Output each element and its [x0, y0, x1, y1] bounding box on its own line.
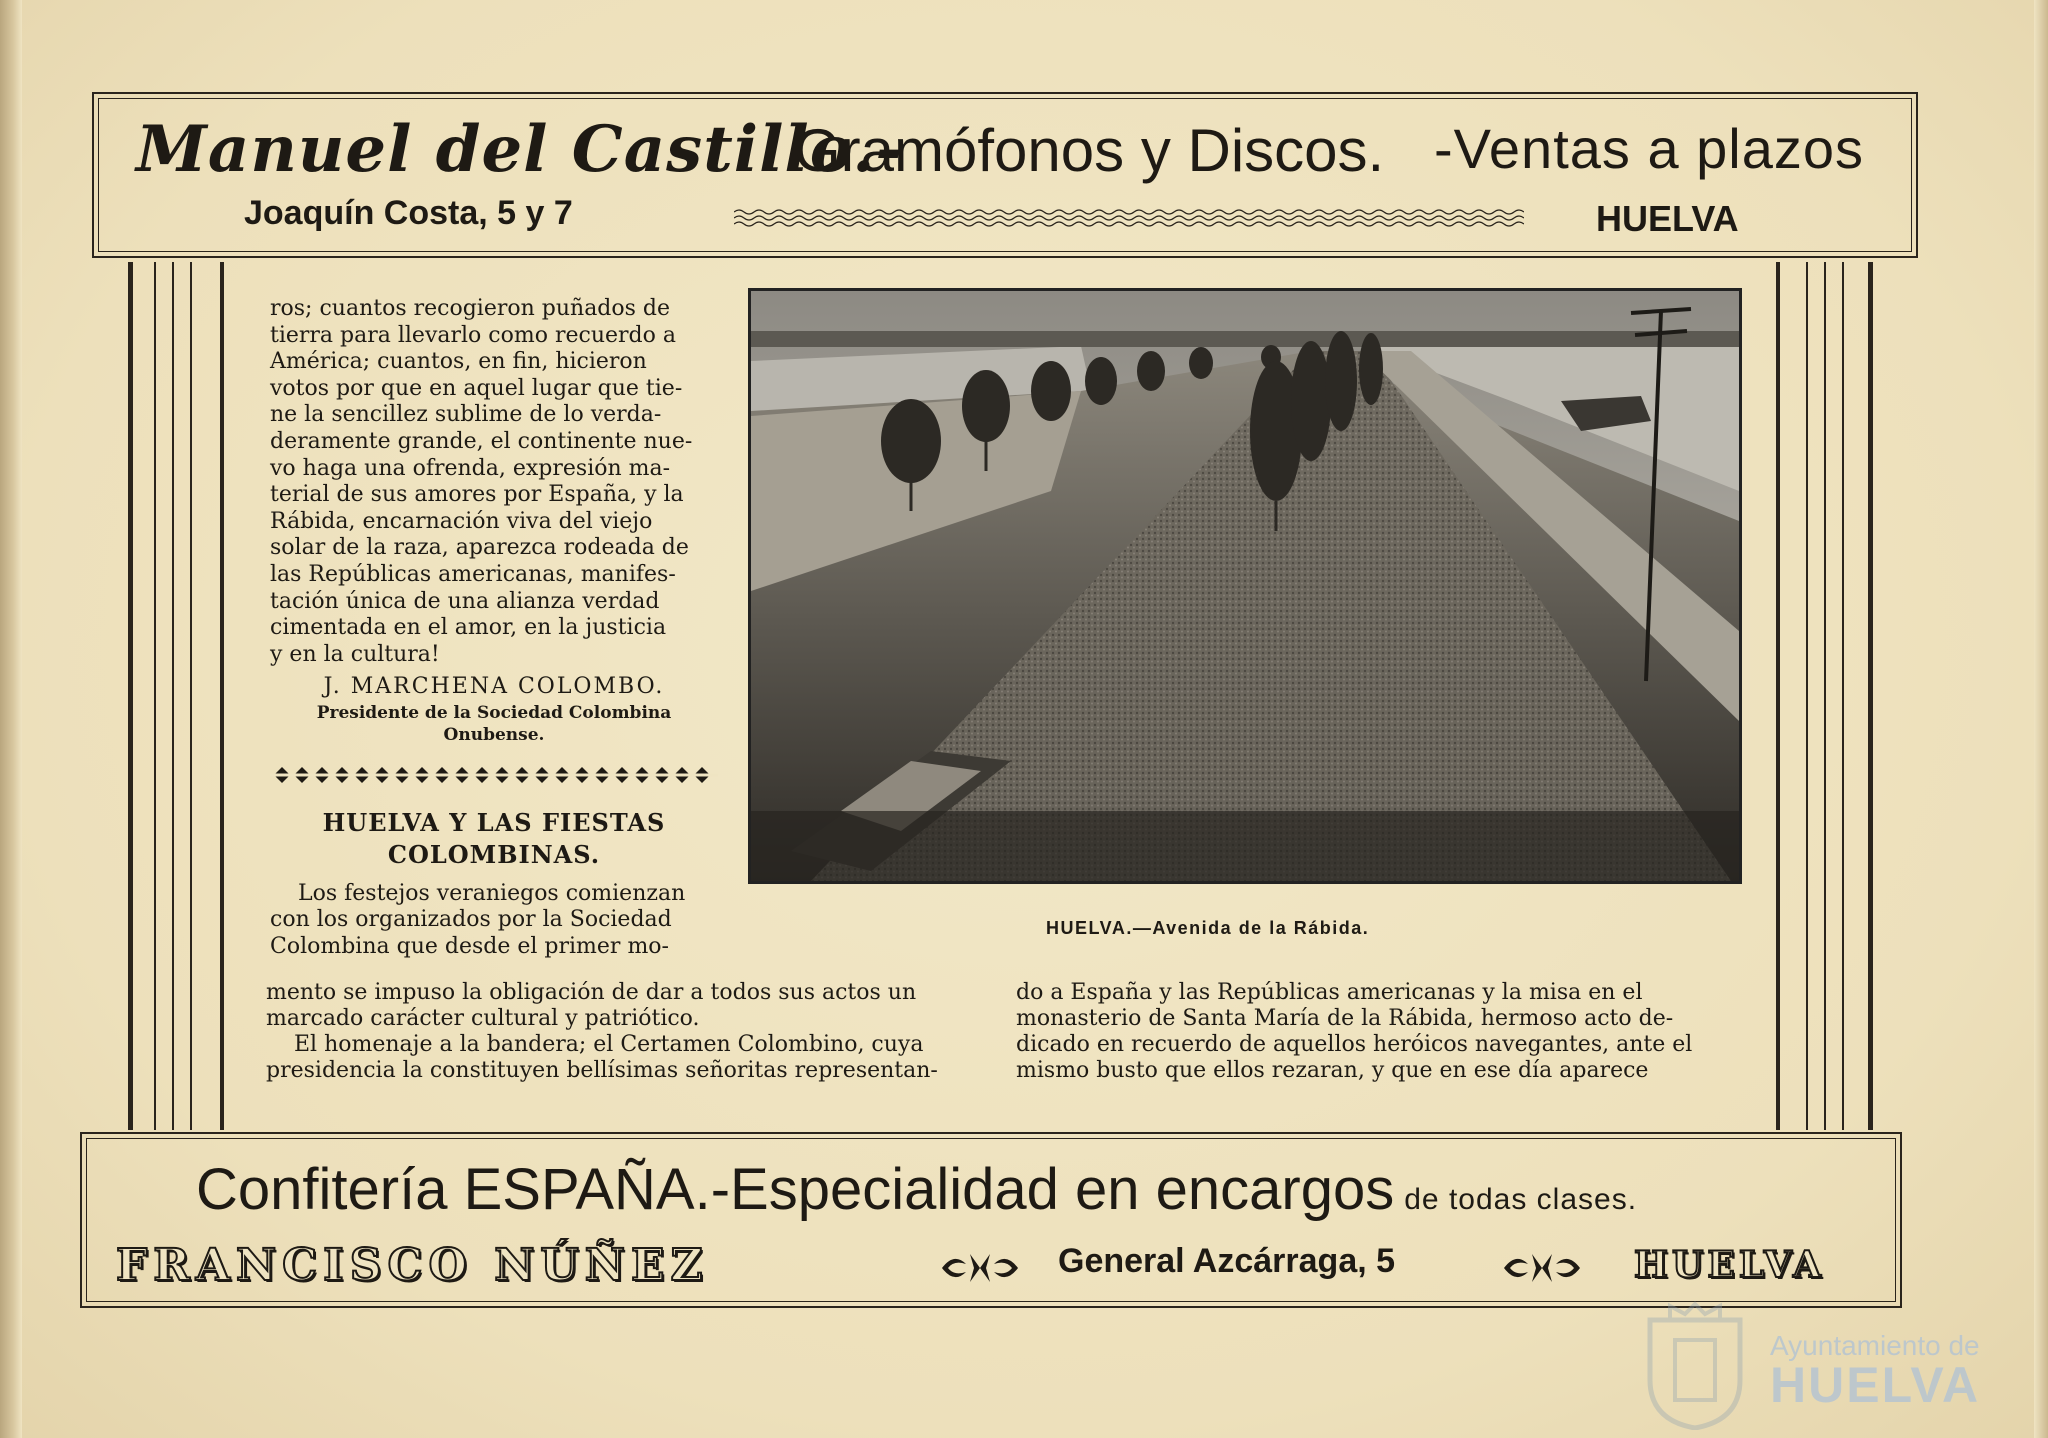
- star-divider-icon: [270, 763, 718, 787]
- text-line: presidencia la constituyen bellísimas señoritas representan-: [266, 1058, 938, 1083]
- wavy-ornament-icon: [734, 206, 1524, 230]
- text-line: votos por que en aquel lugar que tie-: [270, 375, 683, 401]
- advert-city: HUELVA: [1596, 198, 1739, 239]
- text-line: marcado carácter cultural y patriótico.: [266, 1006, 700, 1031]
- advert-sales-terms: -Ventas a plazos: [1434, 117, 1865, 180]
- text-line: dicado en recuerdo de aquellos heróicos navegantes, ante el: [1016, 1032, 1693, 1057]
- article-signature: J. MARCHENA COLOMBO.: [323, 674, 665, 700]
- text-line: Colombina que desde el primer mo-: [270, 933, 669, 959]
- advert-merchant-name: Manuel del Castillo.-: [136, 112, 904, 187]
- advert-shop-note: de todas clases.: [1404, 1183, 1638, 1216]
- advert-owner-name: FRANCISCO NÚÑEZ: [116, 1240, 709, 1291]
- city-crest-watermark-icon: [1640, 1300, 1750, 1430]
- text-line: tación única de una alianza verdad: [270, 588, 660, 614]
- text-line: deramente grande, el continente nue-: [270, 428, 693, 454]
- text-line: solar de la raza, aparezca rodeada de: [270, 535, 689, 561]
- photo-caption: HUELVA.—Avenida de la Rábida.: [1046, 918, 1370, 938]
- text-line: terial de sus amores por España, y la: [270, 482, 684, 508]
- photo-avenida-rabida: [748, 288, 1742, 884]
- text-line: ne la sencillez sublime de lo verda-: [270, 402, 662, 428]
- advert-shop-line: [196, 1156, 1637, 1223]
- right-column-rules: [1776, 262, 1876, 1130]
- text-line: monasterio de Santa María de la Rábida, hermoso acto de-: [1016, 1006, 1674, 1031]
- text-line: mismo busto que ellos rezaran, y que en ese día aparece: [1016, 1058, 1649, 1083]
- text-line: do a España y las Repúblicas americanas y la misa en el: [1016, 980, 1643, 1005]
- text-line: Rábida, encarnación viva del viejo: [270, 508, 653, 534]
- article-body: [270, 881, 718, 961]
- page-spine: [0, 0, 22, 1438]
- advert-gramophones: [92, 92, 1918, 258]
- advert-address: Joaquín Costa, 5 y 7: [244, 194, 573, 232]
- text-line: ros; cuantos recogieron puñados de: [270, 296, 671, 321]
- section-heading: [270, 807, 718, 871]
- text-line: cimentada en el amor, en la justicia: [270, 615, 667, 641]
- article-column: [270, 296, 718, 960]
- advert-product: Gramófonos y Discos.: [794, 117, 1385, 184]
- left-column-rules: [128, 262, 228, 1130]
- watermark-title: HUELVA: [1770, 1357, 1981, 1413]
- avenue-photo-image: [751, 291, 1739, 881]
- text-line: tierra para llevarlo como recuerdo a: [270, 322, 676, 348]
- text-line: América; cuantos, en fin, hicieron: [270, 349, 647, 375]
- advert-city: HUELVA: [1634, 1244, 1825, 1286]
- text-line: Los festejos veraniegos comienzan: [298, 880, 686, 906]
- section-heading-line-2: COLOMBINAS.: [387, 839, 601, 869]
- fleuron-ornament-icon: [940, 1246, 1020, 1290]
- text-line: El homenaje a la bandera; el Certamen Colombino, cuya: [294, 1032, 924, 1057]
- text-line: vo haga una ofrenda, expresión ma-: [270, 455, 671, 481]
- page-edge: [2034, 0, 2048, 1438]
- advert-street: General Azcárraga, 5: [1058, 1242, 1396, 1280]
- text-line: y en la cultura!: [270, 641, 440, 667]
- fleuron-ornament-icon: [1502, 1246, 1582, 1290]
- text-line: las Repúblicas americanas, manifes-: [270, 561, 676, 587]
- section-heading-line-1: HUELVA Y LAS FIESTAS: [322, 807, 666, 837]
- article-intro: [270, 296, 718, 668]
- text-line: mento se impuso la obligación de dar a todos sus actos un: [266, 980, 917, 1005]
- signature-role-2: Onubense.: [443, 724, 545, 745]
- advert-shop-name: Confitería ESPAÑA.-Especialidad en encargos: [196, 1157, 1395, 1222]
- text-line: con los organizados por la Sociedad: [270, 907, 672, 933]
- watermark-text: Ayuntamiento de: [1770, 1330, 1980, 1361]
- signature-role: Presidente de la Sociedad Colombina: [316, 702, 672, 723]
- advert-confectionery: [80, 1132, 1902, 1308]
